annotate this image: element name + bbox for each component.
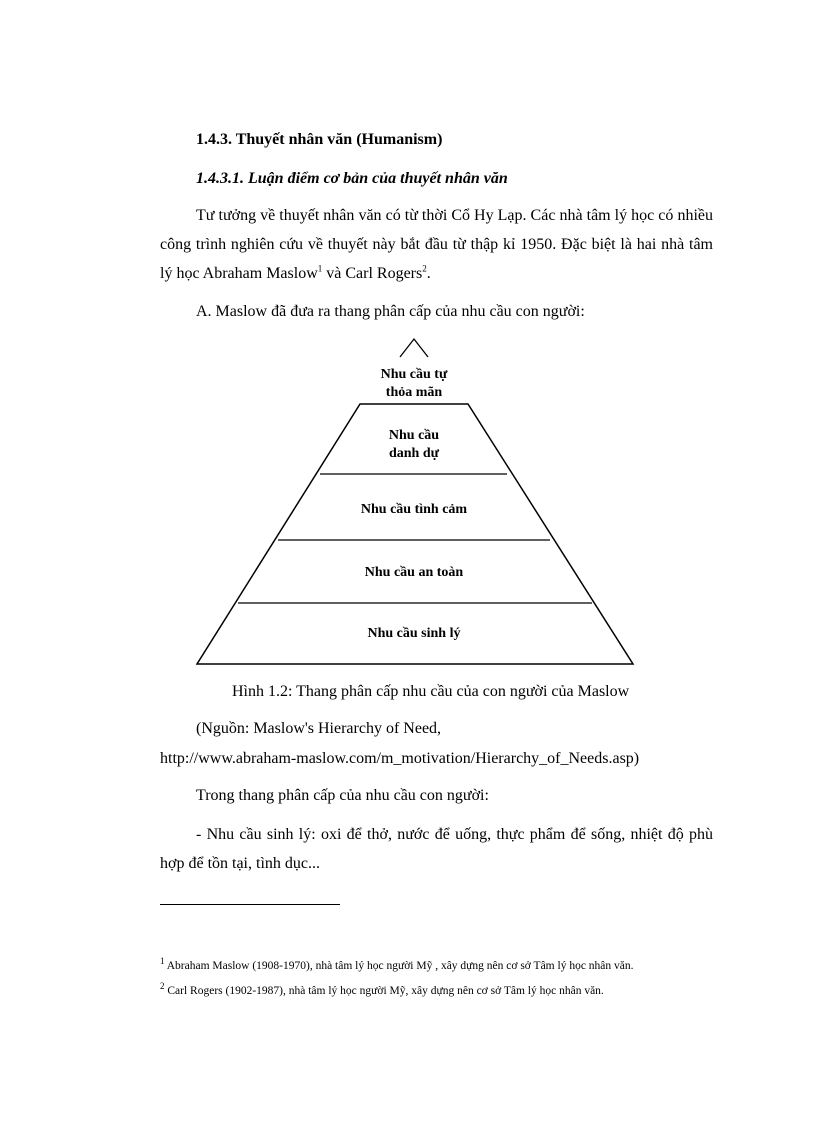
intro-text-mid: và Carl Rogers	[322, 265, 423, 282]
bullet-physiological: - Nhu cầu sinh lý: oxi để thở, nước để uống, thực phẩm để sống, nhiệt độ phù hợp để tồn tại, tình dục...	[160, 826, 713, 872]
section-heading: 1.4.3. Thuyết nhân văn (Humanism)	[196, 131, 443, 148]
footnote-1-number: 1	[160, 956, 165, 967]
figure-caption: Hình 1.2: Thang phân cấp nhu cầu của con người của Maslow	[232, 683, 630, 700]
footnote-1-text: Abraham Maslow (1908-1970), nhà tâm lý học người Mỹ , xây dựng nên cơ sở Tâm lý học nhân văn.	[164, 960, 634, 972]
source-url[interactable]: http://www.abraham-maslow.com/m_motivation/Hierarchy_of_Needs.asp)	[160, 750, 640, 767]
footnote-2-number: 2	[160, 981, 165, 992]
level-esteem-line1: Nhu cầu	[388, 428, 440, 443]
pyramid-apex	[400, 339, 428, 357]
footnote-2-text: Carl Rogers (1902-1987), nhà tâm lý học người Mỹ, xây dựng nên cơ sở Tâm lý học nhân văn.	[164, 985, 604, 997]
intro-text-end: .	[426, 265, 431, 282]
footnote-2	[160, 981, 604, 997]
level-self-actualization-line1: Nhu cầu tự	[380, 367, 448, 382]
level-physiological: Nhu cầu sinh lý	[367, 626, 461, 641]
level-safety: Nhu cầu an toàn	[364, 565, 464, 580]
level-esteem-line2: danh dự	[388, 446, 440, 461]
level-self-actualization-line2: thỏa mãn	[385, 385, 443, 400]
maslow-intro-line: A. Maslow đã đưa ra thang phân cấp của nhu cầu con người:	[196, 303, 585, 320]
pyramid-outline	[197, 404, 633, 664]
footnote-1	[160, 956, 634, 972]
footnote-ref-2[interactable]: 2	[422, 263, 427, 274]
level-love-belonging: Nhu cầu tình cảm	[360, 502, 468, 517]
footnote-ref-1[interactable]: 1	[317, 263, 323, 274]
footnote-separator	[160, 904, 340, 905]
source-line-1: (Nguồn: Maslow's Hierarchy of Need,	[196, 720, 442, 737]
intro-text: Tư tưởng về thuyết nhân văn có từ thời Cổ Hy Lạp. Các nhà tâm lý học có nhiều công trình nghiên cứu về thuyết này bắt đầu từ thập kỉ 1950. Đặc biệt là hai nhà tâm lý học Abraham Maslow	[160, 207, 713, 282]
hierarchy-intro: Trong thang phân cấp của nhu cầu con người:	[196, 787, 489, 804]
subsection-heading: 1.4.3.1. Luận điểm cơ bản của thuyết nhân văn	[196, 170, 508, 187]
